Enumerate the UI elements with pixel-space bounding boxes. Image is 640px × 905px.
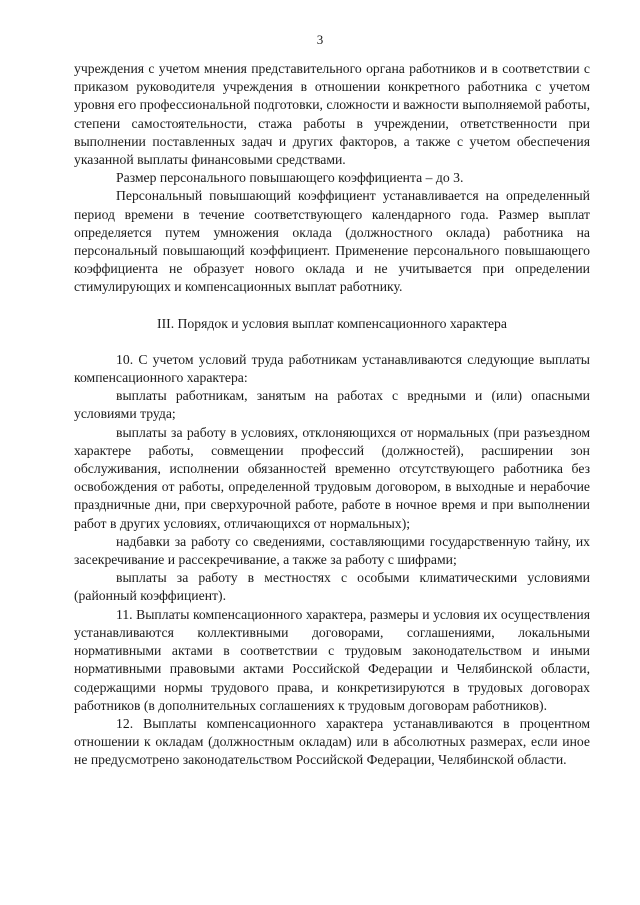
section-heading: III. Порядок и условия выплат компенсационного характера [157, 315, 507, 331]
paragraph-item-12: 12. Выплаты компенсационного характера устанавливаются в процентном отношении к окладам (должностным окладам) или в абсолютных размерах, если иное не предусмотрено законодательством Российской Федерации, Челябинской области. [74, 715, 590, 768]
list-item: надбавки за работу со сведениями, составляющими государственную тайну, их засекречивание и рассекречивание, а также за работу с шифрами; [74, 533, 590, 568]
list-item: выплаты за работу в условиях, отклоняющихся от нормальных (при разъездном характере работы, совмещении профессий (должностей), расширении зон обслуживания, исполнении обязанностей временно отсутствующего работника без освобождения от работы, определенной трудовым договором, в выходные и нерабочие праздничные дни, при сверхурочной работе, работе в ночное время и при выполнении работ в других условиях, отличающихся от нормальных); [74, 424, 590, 531]
paragraph-item-10: 10. С учетом условий труда работникам устанавливаются следующие выплаты компенсационного характера: [74, 351, 590, 386]
paragraph-coefficient-rules: Персональный повышающий коэффициент устанавливается на определенный период времени в течение соответствующего календарного года. Размер выплат определяется путем умножения оклада (должностного оклада) работника на персональный повышающий коэффициент. Применение персонального повышающего коэффициента не образует нового оклада и не учитывается при определении стимулирующих и компенсационных выплат работнику. [74, 188, 590, 295]
document-body [74, 60, 590, 770]
paragraph-item-11: 11. Выплаты компенсационного характера, размеры и условия их осуществления устанавливаются коллективными договорами, соглашениями, локальными нормативными актами в соответствии с трудовым законодательством и иными нормативными правовыми актами Российской Федерации и Челябинской области, содержащими нормы трудового права, и конкретизируются в трудовых договорах работников (в дополнительных соглашениях к трудовым договорам работников). [74, 606, 590, 713]
list-item: выплаты работникам, занятым на работах с вредными и (или) опасными условиями труда; [74, 388, 590, 422]
paragraph-continuation: учреждения с учетом мнения представительного органа работников и в соответствии с приказом руководителя учреждения в отношении конкретного работника с учетом уровня его профессиональной подготовки, сложности и важности выполняемой работы, степени самостоятельности, стажа работы в учреждении, ответственности при выполнении поставленных задач и других факторов, а также с учетом обеспечения указанной выплаты финансовыми средствами. [74, 61, 591, 168]
page-number: 3 [316, 32, 324, 47]
paragraph-coefficient-size: Размер персонального повышающего коэффициента – до 3. [116, 170, 464, 186]
list-item: выплаты за работу в местностях с особыми климатическими условиями (районный коэффициент). [74, 570, 590, 604]
